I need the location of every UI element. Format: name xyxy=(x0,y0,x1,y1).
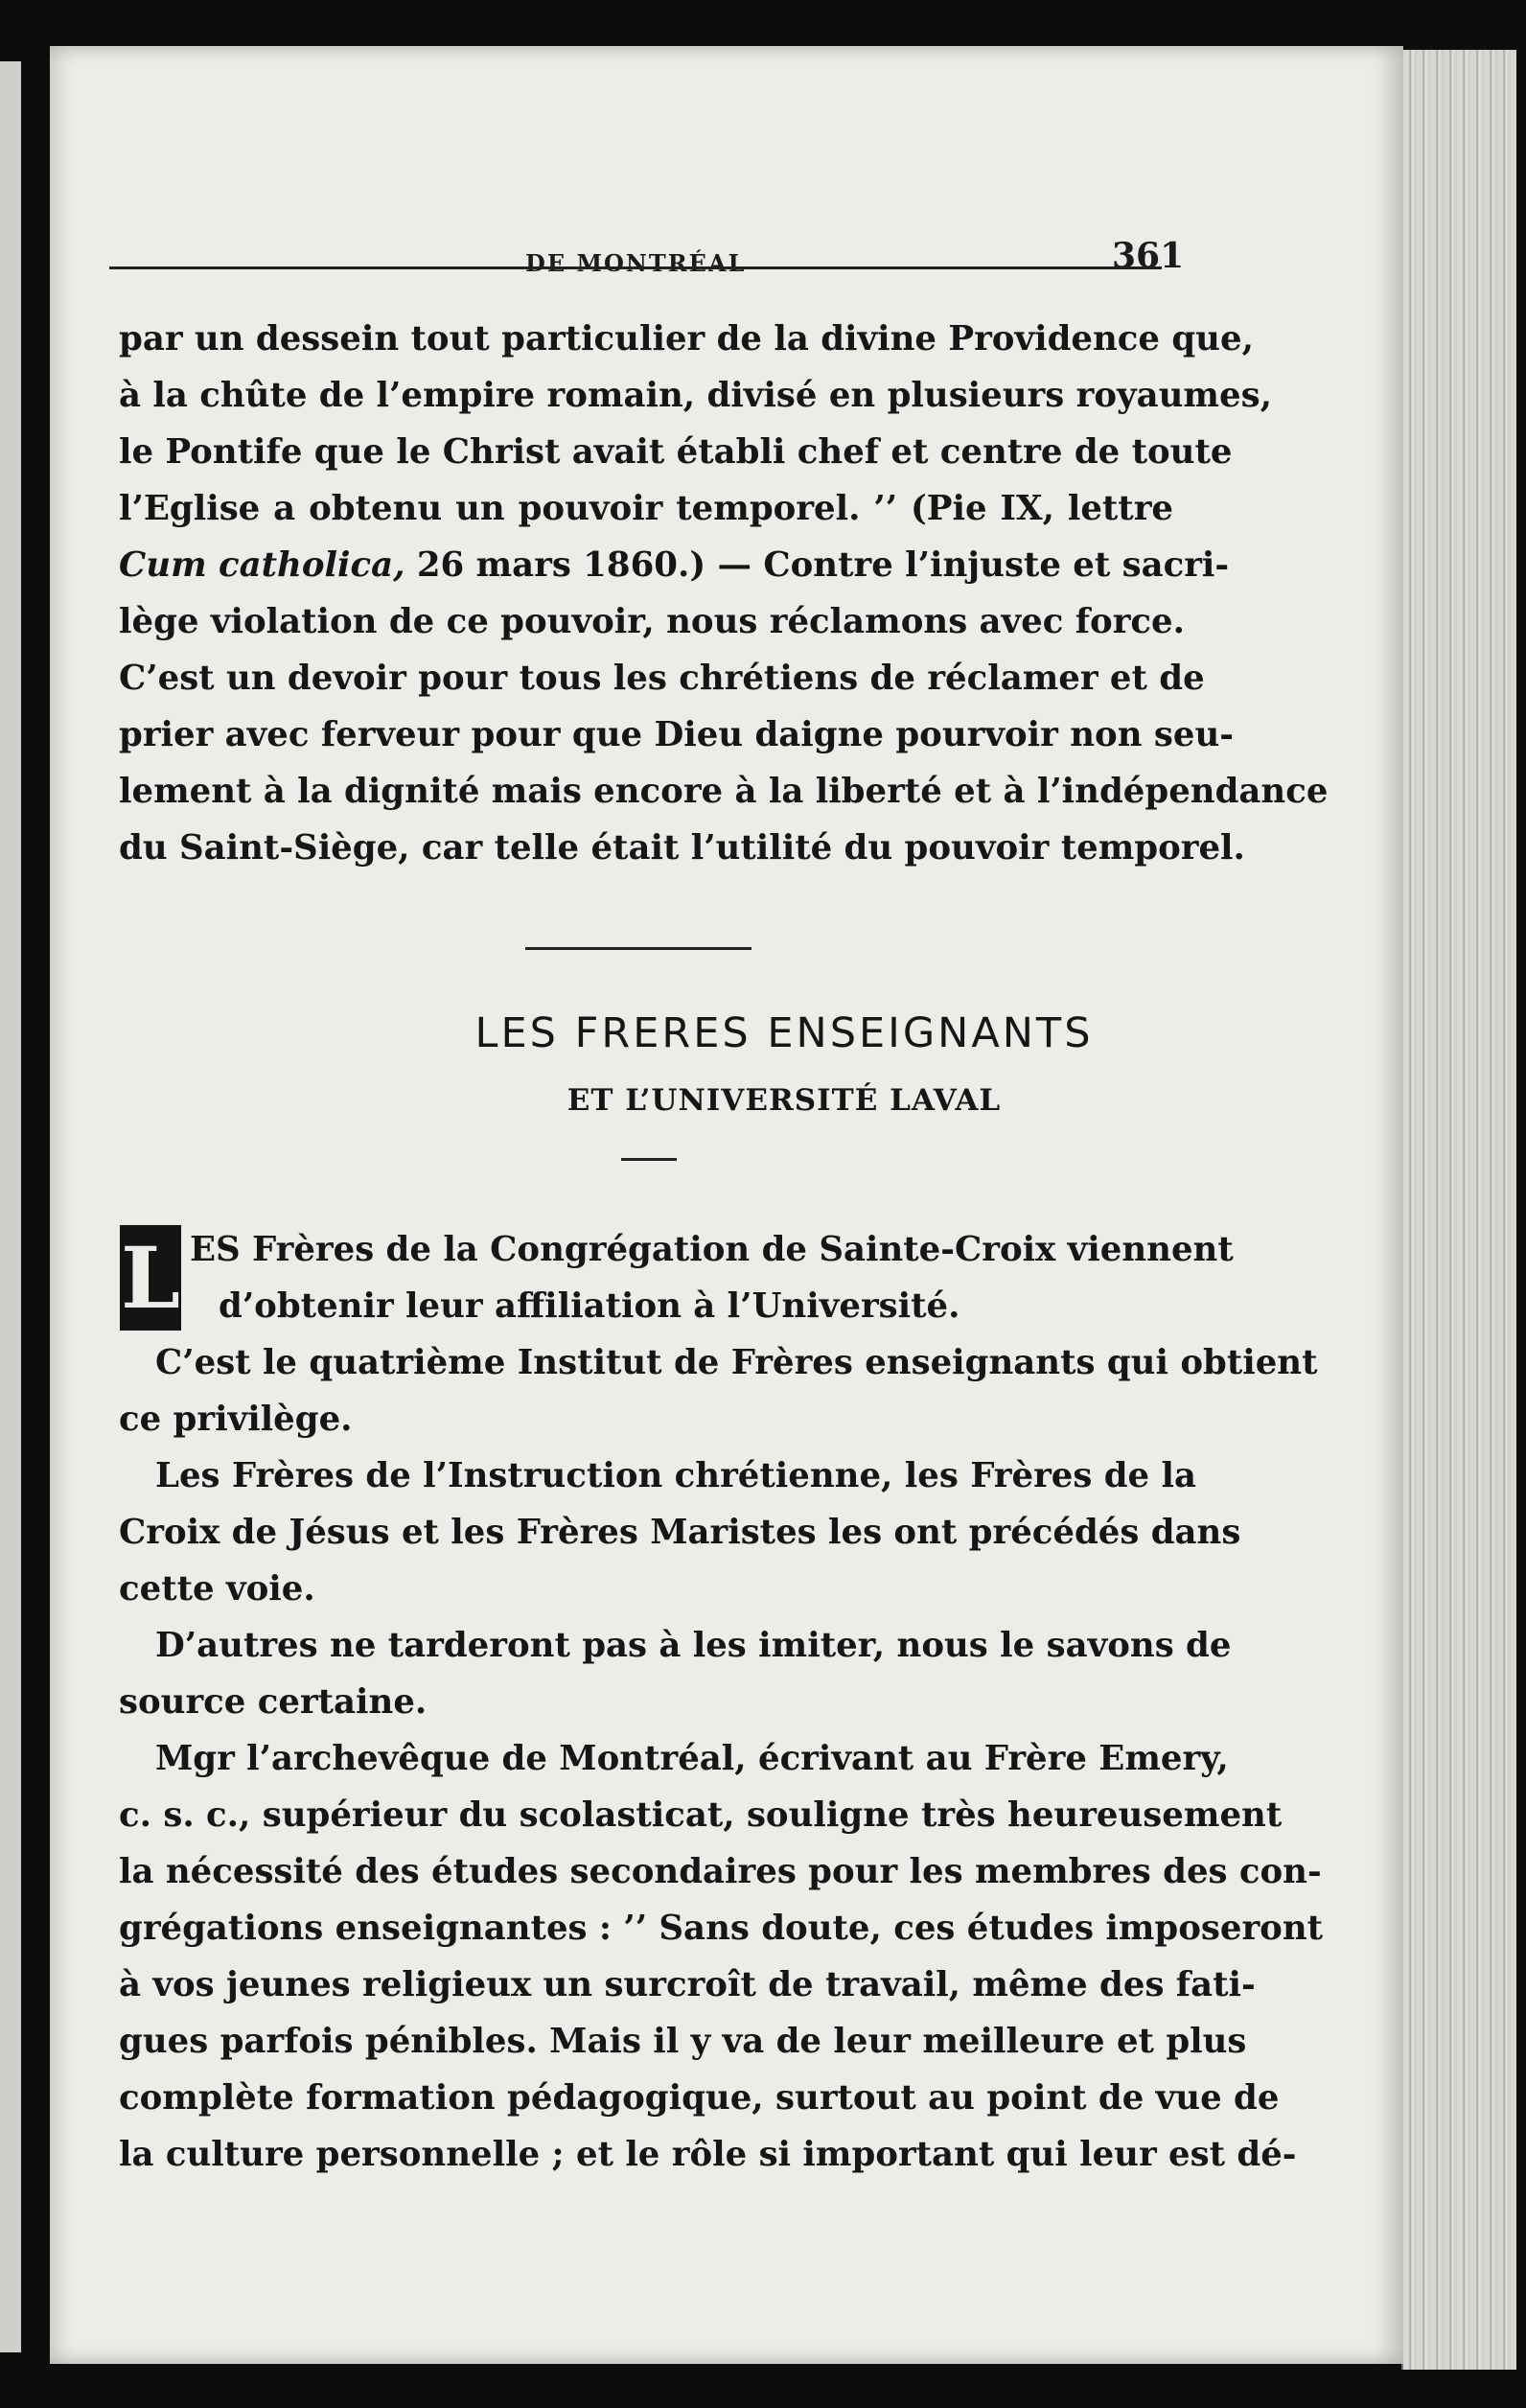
text-line: grégations enseignantes : ’’ Sans doute, ces études imposeront xyxy=(119,1909,1324,1948)
text-line: C’est le quatrième Institut de Frères enseignants qui obtient xyxy=(155,1343,1318,1382)
header-rule xyxy=(109,266,1162,269)
drop-cap: L xyxy=(120,1225,181,1331)
text-line: gues parfois pénibles. Mais il y va de leur meilleure et plus xyxy=(119,2022,1247,2061)
text-line: source certaine. xyxy=(119,1682,428,1722)
text-line: C’est un devoir pour tous les chrétiens de réclamer et de xyxy=(119,659,1205,698)
section-subtitle: ET L’UNIVERSITÉ LAVAL xyxy=(566,1083,1002,1118)
facing-page-edge xyxy=(0,61,21,2352)
text-line: lège violation de ce pouvoir, nous réclamons avec force. xyxy=(119,602,1185,641)
opening-paragraph xyxy=(119,311,1329,876)
text-line: prier avec ferveur pour que Dieu daigne pourvoir non seu- xyxy=(119,715,1235,754)
text-line: Croix de Jésus et les Frères Maristes les ont précédés dans xyxy=(119,1513,1241,1552)
text-line: D’autres ne tarderont pas à les imiter, nous le savons de xyxy=(155,1626,1232,1665)
running-head xyxy=(50,46,1403,277)
text-line: Mgr l’archevêque de Montréal, écrivant au Frère Emery, xyxy=(155,1739,1229,1778)
page-number: 361 xyxy=(1112,236,1185,276)
text-line: ES Frères de la Congrégation de Sainte-Croix viennent xyxy=(190,1230,1234,1269)
text-line: le Pontife que le Christ avait établi chef et centre de toute xyxy=(119,432,1233,472)
text-line-rest: 26 mars 1860.) — Contre l’injuste et sacri- xyxy=(416,545,1230,585)
text-line: lement à la dignité mais encore à la liberté et à l’indépendance xyxy=(119,772,1329,811)
running-head-title: DE MONTRÉAL xyxy=(525,249,747,277)
text-line: cette voie. xyxy=(119,1569,315,1609)
text-line: la culture personnelle ; et le rôle si important qui leur est dé- xyxy=(119,2135,1297,2174)
italic-citation: Cum catholica, xyxy=(119,545,405,585)
text-line: du Saint-Siège, car telle était l’utilité du pouvoir temporel. xyxy=(119,828,1245,868)
text-line: la nécessité des études secondaires pour les membres des con- xyxy=(119,1852,1322,1891)
text-line: par un dessein tout particulier de la divine Providence que, xyxy=(119,319,1254,359)
dropcap-lines xyxy=(190,1221,1234,1334)
text-line: ce privilège. xyxy=(119,1400,353,1439)
body-text xyxy=(119,1334,1324,2183)
text-line: l’Eglise a obtenu un pouvoir temporel. ’’ (Pie IX, lettre xyxy=(119,489,1173,528)
text-line: c. s. c., supérieur du scolasticat, souligne très heureusement xyxy=(119,1795,1283,1835)
text-line: complète formation pédagogique, surtout au point de vue de xyxy=(119,2078,1280,2118)
text-line: Les Frères de l’Instruction chrétienne, les Frères de la xyxy=(155,1456,1196,1495)
section-title: LES FRERES ENSEIGNANTS xyxy=(474,1009,1094,1057)
text-line: à vos jeunes religieux un surcroît de travail, même des fati- xyxy=(119,1965,1256,2004)
page-stack-edges xyxy=(1401,50,1516,2370)
text-line: d’obtenir leur affiliation à l’Université. xyxy=(219,1286,960,1326)
subtitle-rule xyxy=(621,1158,677,1161)
text-line-with-italic xyxy=(119,537,1230,593)
section-divider xyxy=(525,947,751,950)
text-line: à la chûte de l’empire romain, divisé en plusieurs royaumes, xyxy=(119,376,1272,415)
book-page xyxy=(50,46,1403,2364)
